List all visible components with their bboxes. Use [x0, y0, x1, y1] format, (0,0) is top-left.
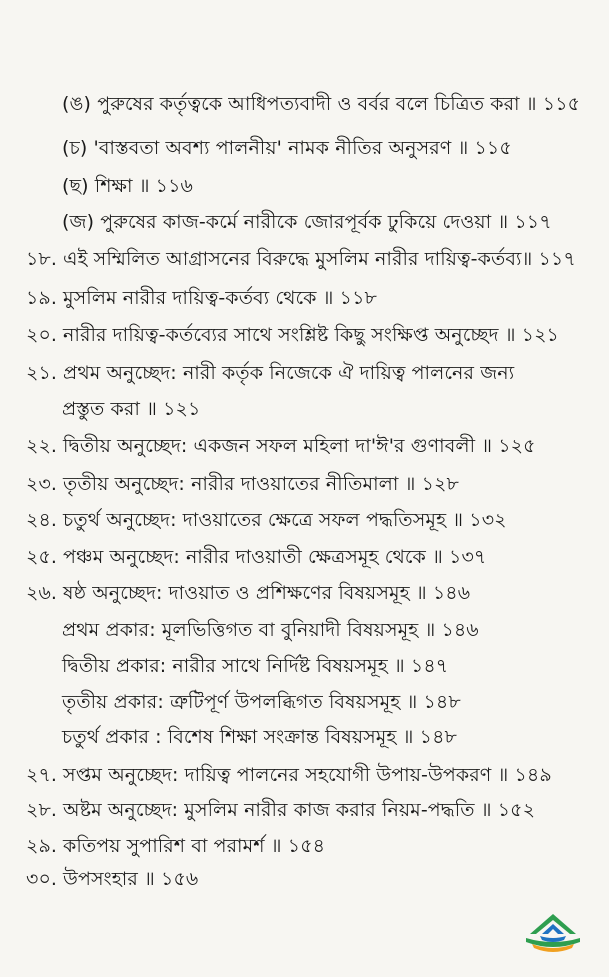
toc-entry-text: উপসংহার ॥ ১৫৬ [63, 868, 199, 890]
toc-entry-text: চতুর্থ অনুচ্ছেদ: দাওয়াতের ক্ষেত্রে সফল পদ্ধতিসমূহ ॥ ১৩২ [63, 509, 507, 531]
toc-entry-text: নারীর দায়িত্ব-কর্তব্যের সাথে সংশ্লিষ্ট কিছু সংক্ষিপ্ত অনুচ্ছেদ ॥ ১২১ [63, 324, 559, 346]
toc-entry-text: ষষ্ঠ অনুচ্ছেদ: দাওয়াত ও প্রশিক্ষণের বিষয়সমূহ ॥ ১৪৬ [63, 582, 471, 604]
toc-sub-item [62, 91, 580, 117]
toc-sub-item [62, 173, 193, 199]
toc-item [26, 285, 377, 311]
toc-sub-item [62, 135, 512, 161]
toc-entry-text: তৃতীয় প্রকার: ত্রুটিপূর্ণ উপলব্ধিগত বিষয়সমূহ ॥ ১৪৮ [62, 691, 461, 713]
toc-item [26, 797, 535, 823]
toc-item [26, 580, 470, 606]
toc-item-number: ২৬. [26, 582, 58, 604]
toc-item-number: ২২. [26, 435, 58, 457]
toc-item [26, 471, 459, 497]
toc-item [26, 507, 507, 533]
toc-item-subtype [62, 689, 461, 715]
publisher-logo-icon [522, 912, 584, 956]
toc-item-number: ২৫. [26, 546, 58, 568]
toc-item [26, 544, 486, 570]
toc-entry-text: সপ্তম অনুচ্ছেদ: দায়িত্ব পালনের সহযোগী উপায়-উপকরণ ॥ ১৪৯ [63, 764, 552, 786]
toc-item-number: ২৪. [26, 509, 58, 531]
toc-item [26, 360, 514, 386]
toc-entry-text: (ঙ) পুরুষের কর্তৃত্বকে আধিপত্যবাদী ও বর্বর বলে চিত্রিত করা ॥ ১১৫ [62, 93, 581, 115]
toc-item [26, 762, 552, 788]
toc-entry-text: অষ্টম অনুচ্ছেদ: মুসলিম নারীর কাজ করার নিয়ম-পদ্ধতি ॥ ১৫২ [63, 799, 536, 821]
toc-entry-text: কতিপয় সুপারিশ বা পরামর্শ ॥ ১৫৪ [63, 835, 326, 857]
toc-sub-item [62, 209, 552, 235]
toc-item-number: ২৮. [26, 799, 58, 821]
toc-item-subtype [62, 653, 448, 679]
toc-item-number: ৩০. [26, 868, 58, 890]
toc-entry-text: প্রথম অনুচ্ছেদ: নারী কর্তৃক নিজেকে ঐ দায়িত্ব পালনের জন্য [63, 362, 515, 384]
toc-item-number: ২১. [26, 362, 58, 384]
toc-item-continuation [62, 396, 200, 422]
toc-item-number: ২৭. [26, 764, 58, 786]
toc-entry-text: মুসলিম নারীর দায়িত্ব-কর্তব্য থেকে ॥ ১১৮ [63, 287, 377, 309]
toc-item-number: ২০. [26, 324, 58, 346]
toc-item-subtype [62, 724, 457, 750]
toc-entry-text: (জ) পুরুষের কাজ-কর্মে নারীকে জোরপূর্বক ঢুকিয়ে দেওয়া ॥ ১১৭ [62, 211, 552, 233]
toc-item [26, 433, 536, 459]
toc-item-number: ২৯. [26, 835, 58, 857]
toc-entry-text: (ছ) শিক্ষা ॥ ১১৬ [62, 175, 193, 197]
toc-item-number: ১৮. [26, 248, 57, 270]
toc-item-subtype [62, 617, 479, 643]
toc-item [26, 246, 576, 272]
toc-item [26, 866, 198, 892]
toc-item [26, 322, 559, 348]
toc-item-number: ২৩. [26, 473, 58, 495]
toc-entry-text: এই সম্মিলিত আগ্রাসনের বিরুদ্ধে মুসলিম নারীর দায়িত্ব-কর্তব্য॥ ১১৭ [63, 248, 576, 270]
toc-entry-text: প্রস্তুত করা ॥ ১২১ [62, 398, 201, 420]
toc-entry-text: তৃতীয় অনুচ্ছেদ: নারীর দাওয়াতের নীতিমালা ॥ ১২৮ [63, 473, 459, 495]
toc-entry-text: প্রথম প্রকার: মূলভিত্তিগত বা বুনিয়াদী বিষয়সমূহ ॥ ১৪৬ [62, 619, 479, 641]
toc-item-number: ১৯. [26, 287, 57, 309]
toc-entry-text: দ্বিতীয় অনুচ্ছেদ: একজন সফল মহিলা দা'ঈ'র গুণাবলী ॥ ১২৫ [63, 435, 536, 457]
toc-entry-text: পঞ্চম অনুচ্ছেদ: নারীর দাওয়াতী ক্ষেত্রসমূহ থেকে ॥ ১৩৭ [63, 546, 487, 568]
toc-entry-text: (চ) 'বাস্তবতা অবশ্য পালনীয়' নামক নীতির অনুসরণ ॥ ১১৫ [62, 137, 512, 159]
toc-entry-text: চতুর্থ প্রকার : বিশেষ শিক্ষা সংক্রান্ত বিষয়সমূহ ॥ ১৪৮ [62, 726, 457, 748]
toc-item [26, 833, 325, 859]
toc-entry-text: দ্বিতীয় প্রকার: নারীর সাথে নির্দিষ্ট বিষয়সমূহ ॥ ১৪৭ [62, 655, 449, 677]
